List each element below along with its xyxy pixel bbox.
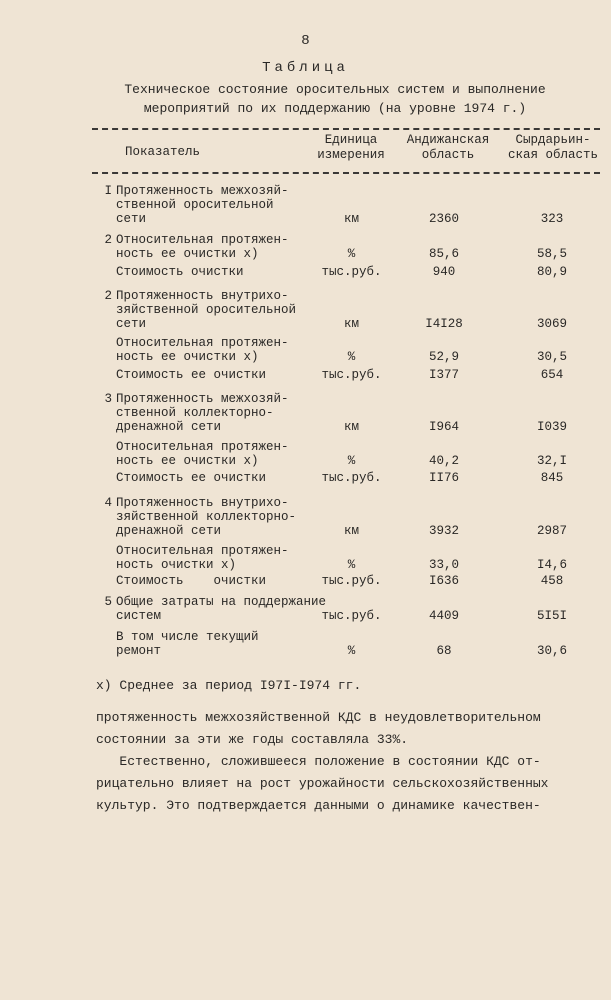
row-number: 5 (104, 595, 112, 609)
row-andijan: 52,9 (428, 350, 459, 364)
body-line: Естественно, сложившееся положение в состоянии КДС от- (96, 754, 541, 769)
row-unit: км (343, 317, 359, 331)
row-label: Стоимость ее очистки (116, 368, 267, 382)
row-syrdarya: 32,I (536, 454, 567, 468)
row-label: Относительная протяжен- ность очистки x) (116, 544, 289, 572)
row-andijan: 33,0 (428, 558, 459, 572)
header-unit: Единица измерения (317, 133, 385, 162)
row-label: В том числе текущий ремонт (116, 630, 259, 658)
row-andijan: 68 (436, 644, 452, 658)
row-unit: тыс.руб. (321, 265, 382, 279)
row-andijan: I4I28 (425, 317, 463, 331)
row-number: 2 (104, 289, 112, 303)
row-syrdarya: 654 (540, 368, 564, 382)
row-label: Общие затраты на поддержание систем (116, 595, 327, 623)
body-line: состоянии за эти же годы составляла 33%. (96, 732, 409, 747)
row-andijan: I964 (428, 420, 459, 434)
row-label: Относительная протяжен- ность ее очистки x) (116, 336, 289, 364)
row-unit: % (347, 558, 356, 572)
row-syrdarya: 458 (540, 574, 564, 588)
table-header-rule (92, 172, 600, 174)
header-indicator: Показатель (125, 145, 201, 159)
row-number: I (104, 184, 112, 198)
row-andijan: 940 (432, 265, 456, 279)
row-unit: тыс.руб. (321, 574, 382, 588)
row-label: Относительная протяжен- ность ее очистки x) (116, 440, 289, 468)
row-unit: тыс.руб. (321, 471, 382, 485)
row-label: Протяженность межхозяй- ственной оросительной сети (116, 184, 289, 226)
row-label: Протяженность внутрихо- зяйственной коллекторно- дренажной сети (116, 496, 297, 538)
header-syrdarya: Сырдарьин- ская область (507, 133, 598, 162)
row-andijan: 3932 (428, 524, 459, 538)
row-andijan: 2360 (428, 212, 459, 226)
row-andijan: I636 (428, 574, 459, 588)
row-andijan: 4409 (428, 609, 459, 623)
header-andijan: Андижанская область (406, 133, 490, 162)
row-label: Протяженность межхозяй- ственной коллекторно- дренажной сети (116, 392, 289, 434)
row-syrdarya: I039 (536, 420, 567, 434)
row-label: Относительная протяжен- ность ее очистки x) (116, 233, 289, 261)
row-label: Стоимость очистки (116, 265, 244, 279)
body-text (96, 707, 596, 817)
row-syrdarya: 30,5 (536, 350, 567, 364)
row-unit: % (347, 350, 356, 364)
row-syrdarya: 323 (540, 212, 564, 226)
row-andijan: 85,6 (428, 247, 459, 261)
row-syrdarya: I4,6 (536, 558, 567, 572)
row-unit: км (343, 212, 359, 226)
row-number: 4 (104, 496, 112, 510)
row-unit: % (347, 454, 356, 468)
row-syrdarya: 80,9 (536, 265, 567, 279)
table-top-rule (92, 128, 600, 130)
row-unit: км (343, 524, 359, 538)
row-label: Стоимость ее очистки (116, 471, 267, 485)
row-syrdarya: 58,5 (536, 247, 567, 261)
row-syrdarya: 3069 (536, 317, 567, 331)
table-footnote: x) Среднее за период I97I-I974 гг. (96, 678, 362, 693)
row-label: Стоимость очистки (116, 574, 267, 588)
row-unit: км (343, 420, 359, 434)
row-unit: % (347, 247, 356, 261)
row-syrdarya: 2987 (536, 524, 567, 538)
row-andijan: I377 (428, 368, 459, 382)
body-line: культур. Это подтверждается данными о динамике качествен- (96, 798, 541, 813)
row-syrdarya: 5I5I (536, 609, 567, 623)
page-number: 8 (301, 33, 310, 49)
row-number: 3 (104, 392, 112, 406)
row-andijan: 40,2 (428, 454, 459, 468)
body-line: рицательно влияет на рост урожайности сельскохозяйственных (96, 776, 549, 791)
row-unit: тыс.руб. (321, 609, 382, 623)
table-label: Таблица (262, 60, 349, 76)
body-line: протяженность межхозяйственной КДС в неудовлетворительном (96, 710, 541, 725)
row-andijan: II76 (428, 471, 459, 485)
row-unit: тыс.руб. (321, 368, 382, 382)
row-syrdarya: 845 (540, 471, 564, 485)
row-syrdarya: 30,6 (536, 644, 567, 658)
row-number: 2 (104, 233, 112, 247)
row-unit: % (347, 644, 356, 658)
row-label: Протяженность внутрихо- зяйственной оросительной сети (116, 289, 297, 331)
table-caption: Техническое состояние оросительных систем и выполнение мероприятий по их поддержанию (на уровне 1974 г.) (124, 82, 546, 116)
